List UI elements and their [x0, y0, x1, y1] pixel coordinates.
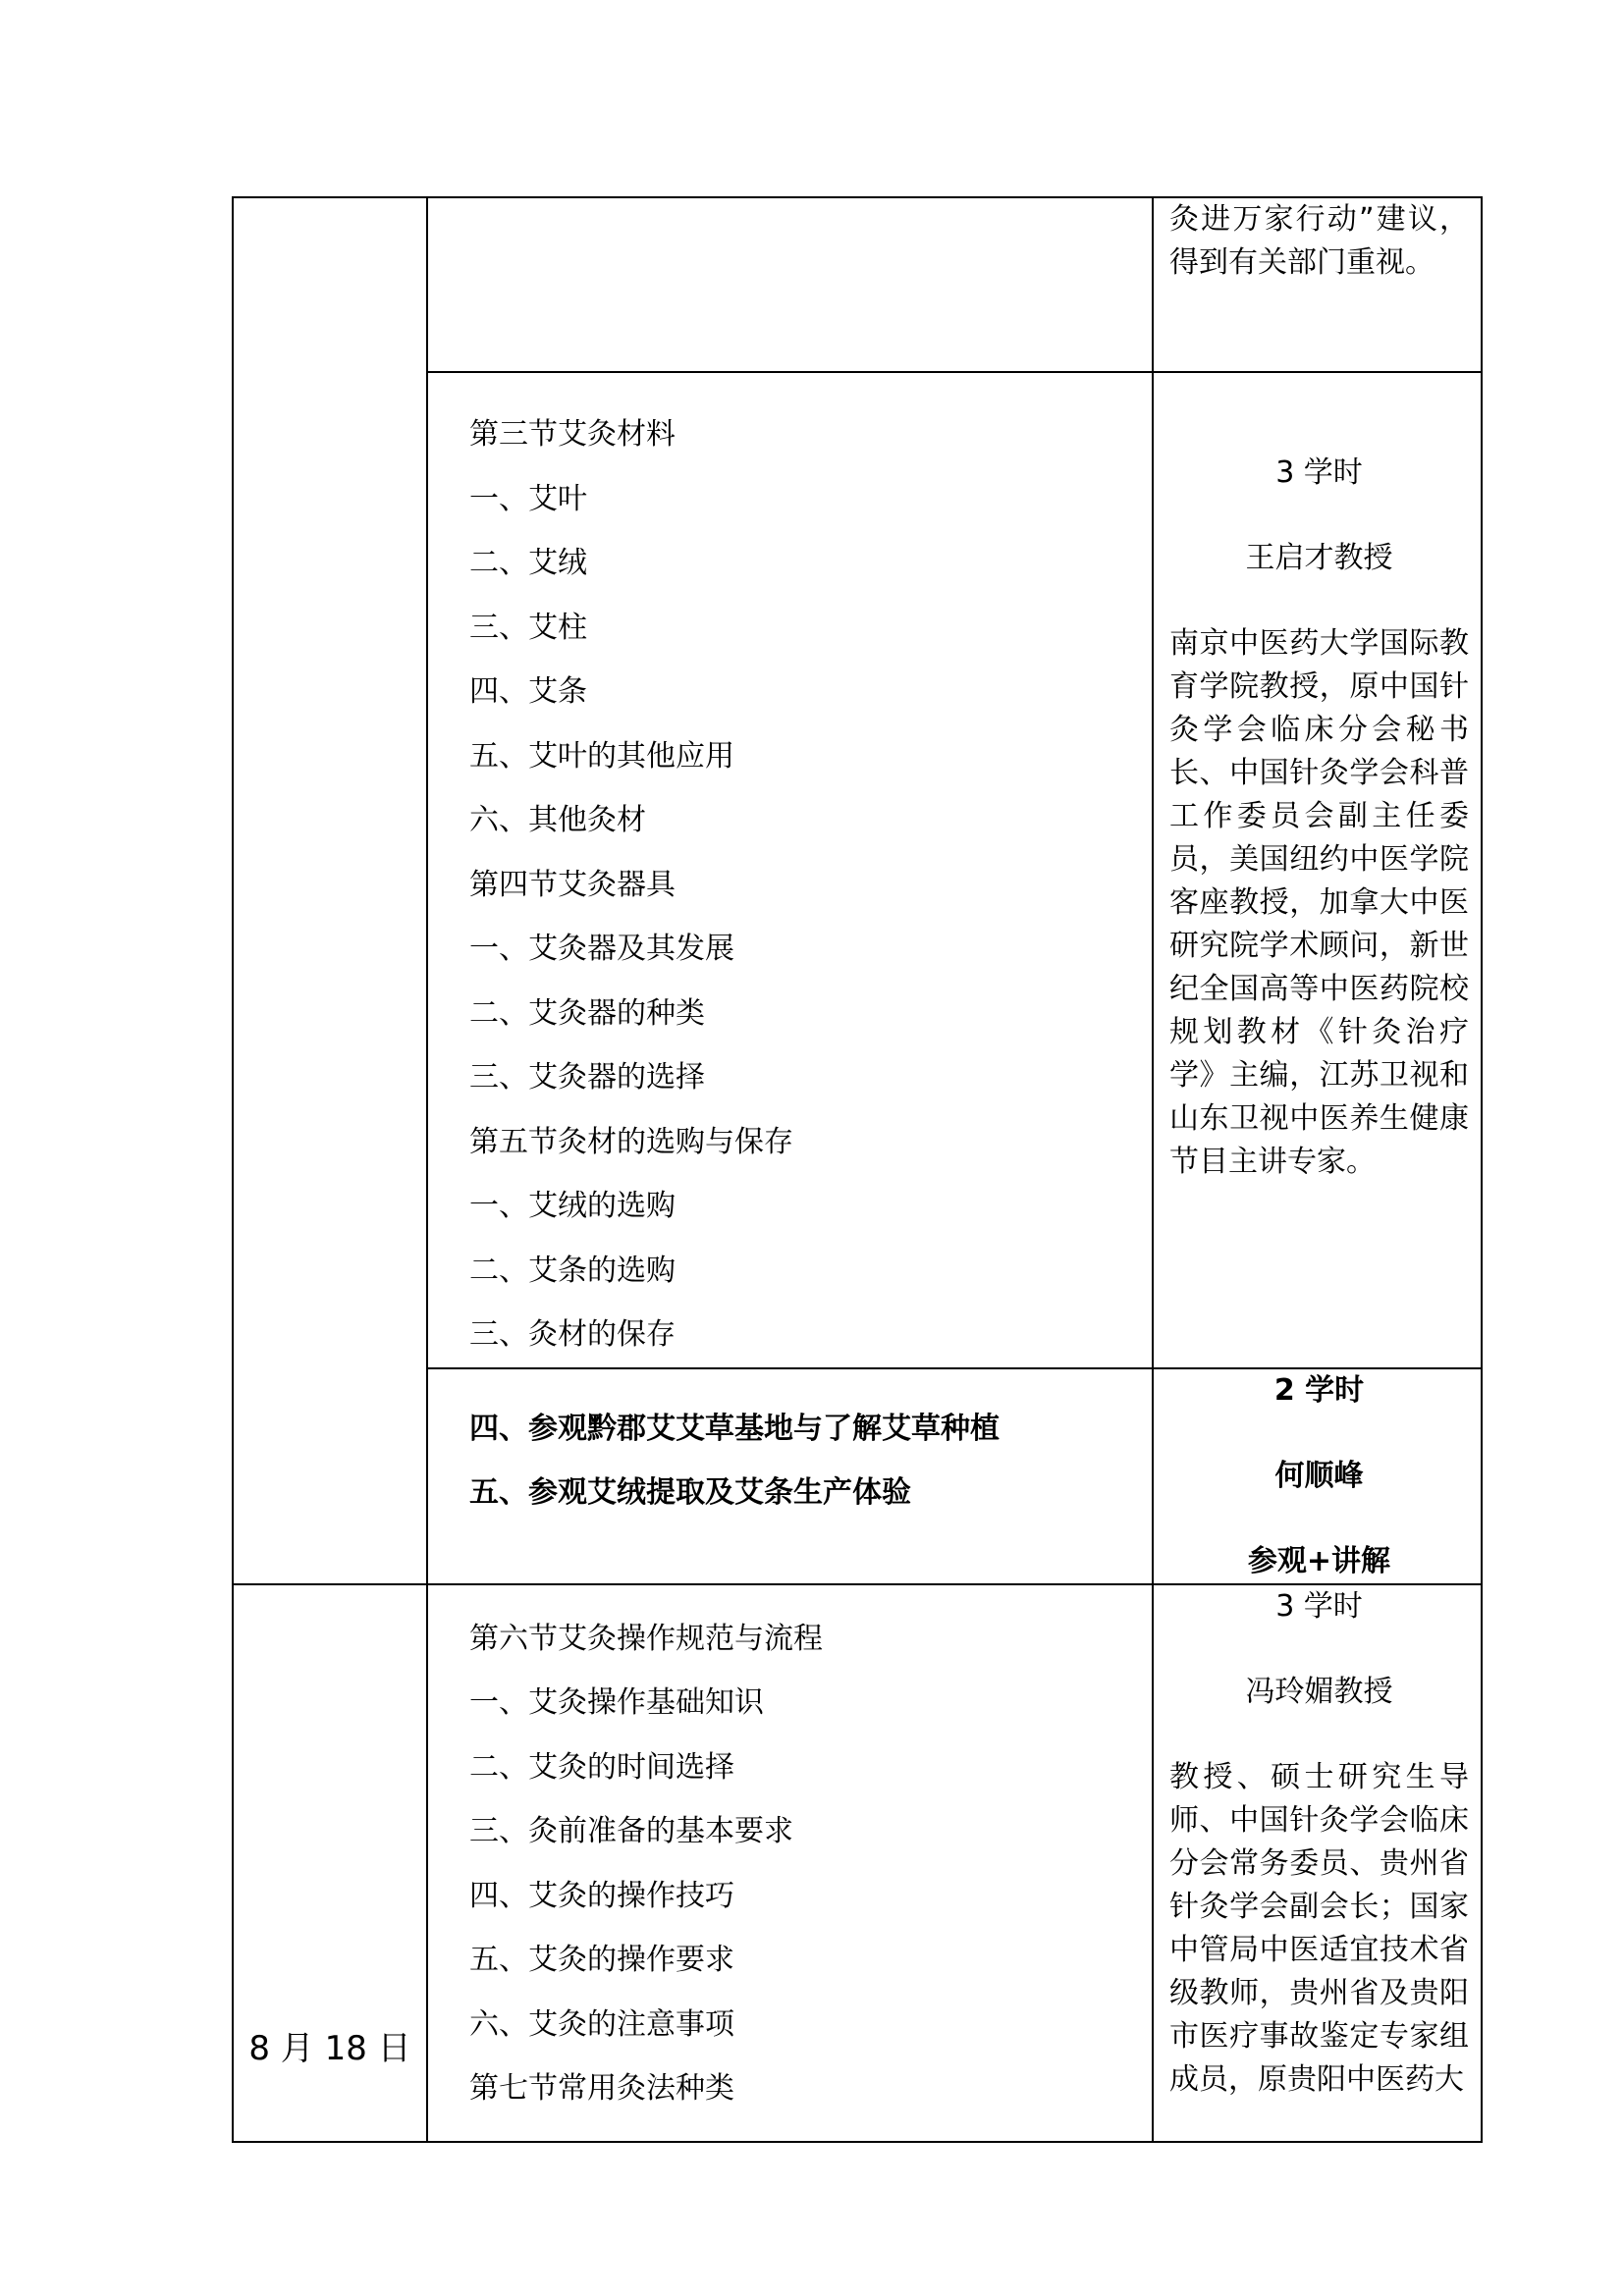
topic-line: 四、参观黔郡艾艾草基地与了解艾草种植 [469, 1411, 1000, 1446]
course-hours: 2 学时 [1273, 1372, 1365, 1408]
topic-line: 第三节艾灸材料 [469, 417, 676, 452]
topic-line: 六、其他灸材 [469, 803, 646, 837]
topic-line: 二、艾灸的时间选择 [469, 1749, 734, 1785]
topic-line: 第五节灸材的选购与保存 [469, 1124, 793, 1159]
topic-list [428, 373, 1152, 1367]
topic-line: 一、艾灸器及其发展 [469, 932, 734, 966]
topic-list [428, 1585, 1152, 2121]
lecturer-name: 王启才教授 [1245, 541, 1393, 575]
lecturer-bio: 南京中医药大学国际教育学院教授，原中国针灸学会临床分会秘书长、中国针灸学会科普工作委员会副主任委员，美国纽约中医学院客座教授，加拿大中医研究院学术顾问，新世纪全国高等中医药院校规划教材《针灸治疗学》主编，江苏卫视和山东卫视中医养生健康节目主讲专家。 [1169, 626, 1469, 1179]
info-cell [1153, 1368, 1482, 1584]
topic-line: 第六节艾灸操作规范与流程 [469, 1621, 823, 1656]
topic-line: 第四节艾灸器具 [469, 867, 676, 902]
topic-line: 六、艾灸的注意事项 [469, 2006, 734, 2042]
course-hours: 3 学时 [1275, 455, 1363, 490]
content-cell [427, 372, 1153, 1368]
topic-line: 二、艾绒 [469, 546, 587, 580]
course-hours: 3 学时 [1275, 1588, 1363, 1624]
content-cell [427, 1368, 1153, 1584]
date-label: 8 月 18 日 [248, 2029, 411, 2068]
topic-line: 三、灸前准备的基本要求 [469, 1814, 793, 1848]
info-cell [1153, 197, 1482, 372]
content-cell [427, 1584, 1153, 2142]
date-cell-empty [233, 197, 427, 1584]
content-cell-empty [427, 197, 1153, 372]
topic-line: 二、艾条的选购 [469, 1253, 676, 1288]
topic-line: 五、艾叶的其他应用 [469, 738, 734, 774]
topic-line: 四、艾灸的操作技巧 [469, 1878, 734, 1913]
topic-line: 三、艾柱 [469, 610, 587, 645]
lecturer-name: 何顺峰 [1274, 1458, 1364, 1493]
lecturer-name: 冯玲媚教授 [1245, 1674, 1393, 1709]
topic-line: 一、艾灸操作基础知识 [469, 1685, 764, 1720]
topic-line: 五、艾灸的操作要求 [469, 1943, 734, 1977]
teaching-mode: 参观+讲解 [1247, 1543, 1391, 1578]
topic-list [428, 1369, 1152, 1525]
topic-line: 二、艾灸器的种类 [469, 995, 705, 1031]
info-cell [1153, 372, 1482, 1368]
topic-line: 一、艾绒的选购 [469, 1189, 676, 1223]
topic-line: 五、参观艾绒提取及艾条生产体验 [469, 1475, 911, 1510]
speaker-bio-continued: 灸进万家行动”建议，得到有关部门重视。 [1169, 202, 1469, 280]
lecturer-bio: 教授、硕士研究生导师、中国针灸学会临床分会常务委员、贵州省针灸学会副会长；国家中管局中医适宜技术省级教师，贵州省及贵阳市医疗事故鉴定专家组成员，原贵阳中医药大 [1169, 1759, 1469, 2097]
topic-line: 三、灸材的保存 [469, 1317, 676, 1352]
info-cell [1153, 1584, 1482, 2142]
schedule-table [232, 196, 1483, 2143]
topic-line: 一、艾叶 [469, 481, 587, 516]
schedule-row-1 [233, 197, 1482, 372]
topic-line: 三、艾灸器的选择 [469, 1060, 705, 1095]
topic-line: 第七节常用灸法种类 [469, 2071, 734, 2106]
schedule-row-4 [233, 1584, 1482, 2142]
date-cell [233, 1584, 427, 2142]
topic-line: 四、艾条 [469, 674, 587, 709]
